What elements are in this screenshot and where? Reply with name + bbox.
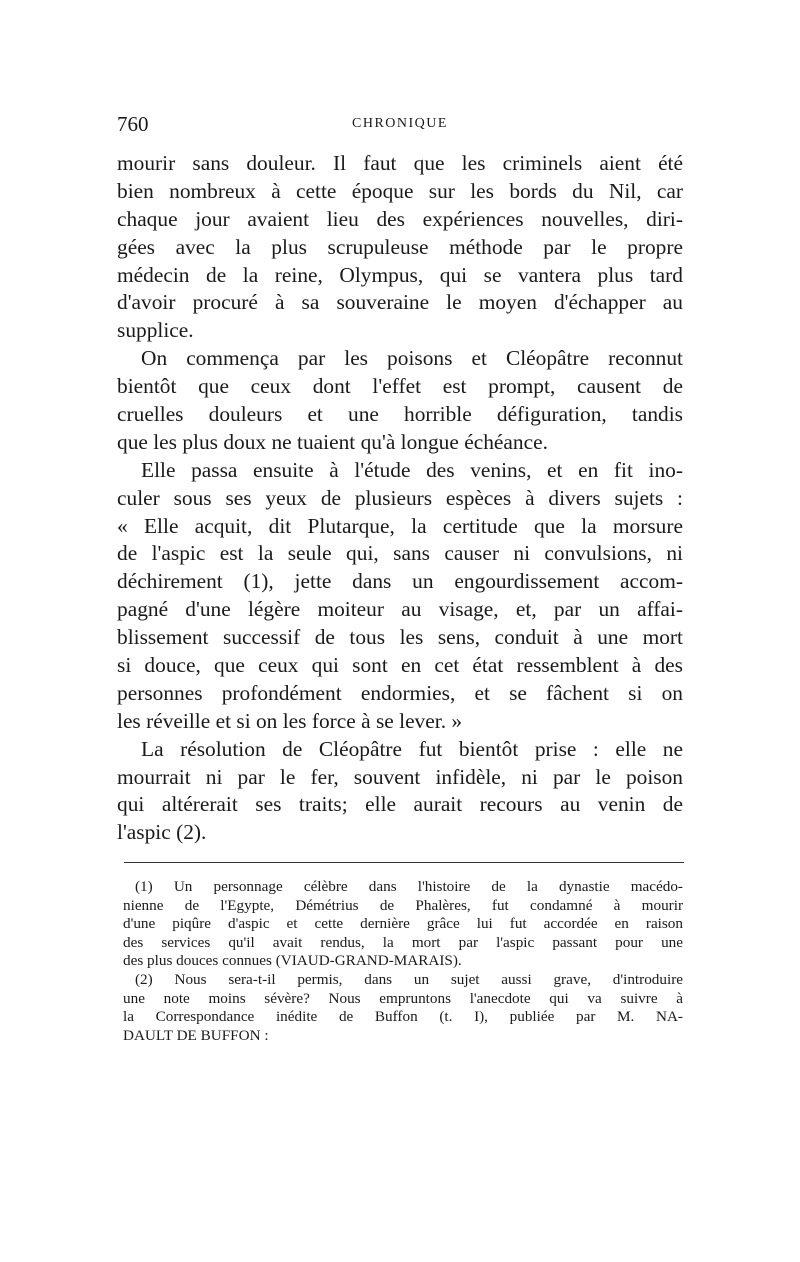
body-line: « Elle acquit, dit Plutarque, la certitude que la morsure — [117, 513, 683, 538]
footnote-line: la Correspondance inédite de Buffon (t. I), publiée par M. NA- — [123, 1008, 683, 1026]
body-text — [117, 150, 683, 847]
footnote-line: (1) Un personnage célèbre dans l'histoire de la dynastie macédo- — [135, 878, 683, 895]
body-line: mourrait ni par le fer, souvent infidèle, ni par le poison — [117, 764, 683, 789]
body-line: cruelles douleurs et une horrible défiguration, tandis — [117, 402, 683, 427]
body-line: blissement successif de tous les sens, conduit à une mort — [117, 625, 683, 650]
body-line: d'avoir procuré à sa souveraine le moyen d'échapper au — [117, 290, 683, 315]
body-line: Elle passa ensuite à l'étude des venins, et en fit ino- — [141, 457, 683, 482]
body-line: chaque jour avaient lieu des expériences nouvelles, diri- — [117, 206, 683, 231]
page-header — [117, 112, 683, 140]
body-line: bien nombreux à cette époque sur les bords du Nil, car — [117, 178, 683, 203]
body-line: l'aspic (2). — [117, 820, 207, 845]
body-line: médecin de la reine, Olympus, qui se vantera plus tard — [117, 262, 683, 287]
footnote-line: des plus douces connues (VIAUD-GRAND-MARAIS). — [123, 952, 462, 970]
body-line: culer sous ses yeux de plusieurs espèces à divers sujets : — [117, 485, 683, 510]
body-line: qui altérerait ses traits; elle aurait recours au venin de — [117, 792, 683, 817]
body-line: mourir sans douleur. Il faut que les criminels aient été — [117, 151, 683, 175]
footnote-line: d'une piqûre d'aspic et cette dernière grâce lui fut accordée en raison — [123, 915, 683, 933]
body-line: supplice. — [117, 318, 194, 343]
body-line: déchirement (1), jette dans un engourdissement accom- — [117, 569, 683, 594]
body-line: que les plus doux ne tuaient qu'à longue échéance. — [117, 429, 548, 454]
body-line: si douce, que ceux qui sont en cet état ressemblent à des — [117, 653, 683, 678]
footnotes — [123, 878, 683, 1045]
body-line: pagné d'une légère moiteur au visage, et, par un affai- — [117, 597, 683, 622]
body-line: La résolution de Cléopâtre fut bientôt prise : elle ne — [141, 736, 683, 761]
body-line: bientôt que ceux dont l'effet est prompt, causent de — [117, 374, 683, 399]
body-line: gées avec la plus scrupuleuse méthode par le propre — [117, 234, 683, 259]
body-line: les réveille et si on les force à se lever. » — [117, 708, 463, 733]
footnote-line: (2) Nous sera-t-il permis, dans un sujet aussi grave, d'introduire — [135, 970, 683, 988]
body-line: On commença par les poisons et Cléopâtre reconnut — [141, 346, 683, 371]
footnote-divider — [124, 862, 684, 863]
footnote-line: une note moins sévère? Nous empruntons l'anecdote qui va suivre à — [123, 989, 683, 1007]
body-line: personnes profondément endormies, et se fâchent si on — [117, 680, 683, 705]
page-number: 760 — [117, 112, 149, 136]
footnote-line: nienne de l'Egypte, Démétrius de Phalères, fut condamné à mourir — [123, 896, 683, 914]
body-line: de l'aspic est la seule qui, sans causer ni convulsions, ni — [117, 541, 683, 566]
footnote-line: des services qu'il avait rendus, la mort par l'aspic passant pour une — [123, 933, 683, 951]
running-title: CHRONIQUE — [352, 116, 448, 131]
footnote-line: DAULT DE BUFFON : — [123, 1026, 269, 1044]
